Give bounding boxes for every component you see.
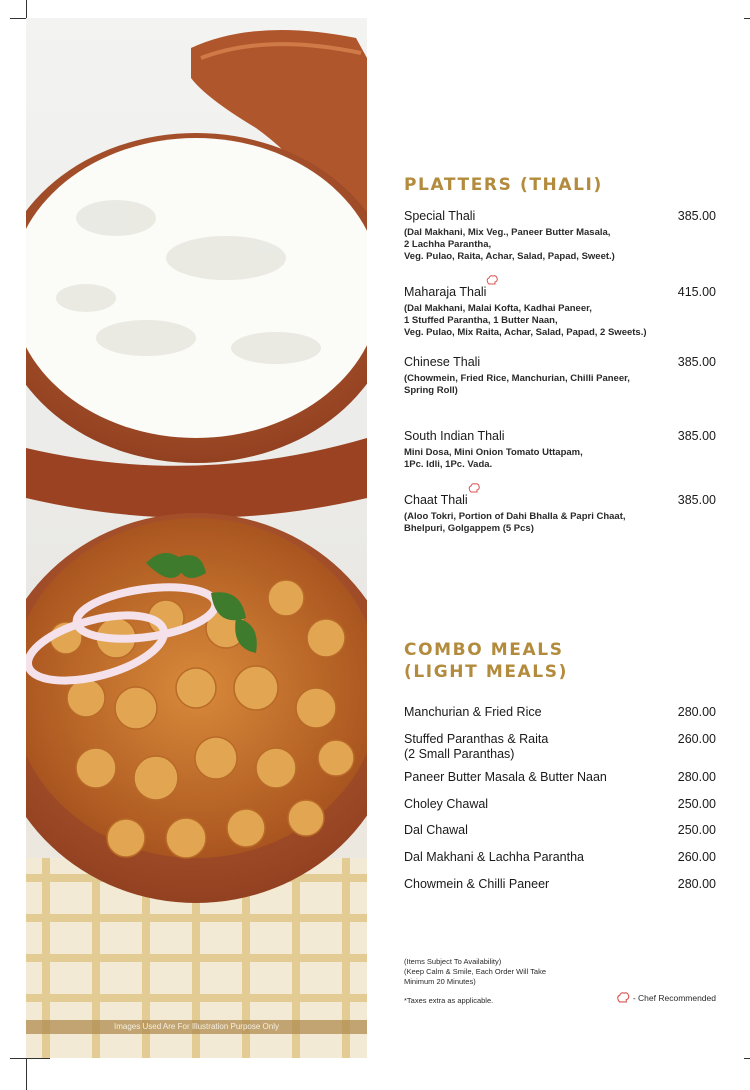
item-price: 280.00	[677, 770, 716, 784]
item-price: 260.00	[677, 850, 716, 864]
chef-hat-icon	[616, 992, 630, 1003]
crop-mark	[744, 1058, 750, 1059]
food-photo	[26, 18, 367, 1058]
item-price: 250.00	[677, 823, 716, 837]
combo-item	[404, 770, 716, 785]
item-name-text: Chaat Thali	[404, 493, 468, 507]
item-description: (Aloo Tokri, Portion of Dahi Bhalla & Papri Chaat, Bhelpuri, Golgappem (5 Pcs)	[404, 511, 626, 534]
section-title-combo	[404, 639, 568, 683]
crop-mark	[744, 18, 750, 19]
item-name: Special Thali	[404, 209, 476, 223]
taxes-note: *Taxes extra as applicable.	[404, 996, 494, 1005]
item-name: Choley Chawal	[404, 797, 489, 811]
item-name	[404, 493, 468, 507]
chef-recommended-legend	[616, 992, 716, 1003]
combo-item	[404, 705, 716, 720]
combo-item	[404, 823, 716, 838]
item-name: Chinese Thali	[404, 355, 481, 369]
item-price: 415.00	[677, 285, 716, 299]
item-description: (Dal Makhani, Malai Kofta, Kadhai Paneer, 1 Stuffed Parantha, 1 Butter Naan, Veg. Pulao, Mix Raita, Achar, Salad, Papad, 2 Sweets.)	[404, 303, 647, 338]
combo-item	[404, 797, 716, 812]
food-illustration	[26, 18, 367, 1058]
menu-item	[404, 285, 716, 339]
item-description: (Chowmein, Fried Rice, Manchurian, Chilli Paneer, Spring Roll)	[404, 373, 630, 396]
item-name: Stuffed Paranthas & Raita (2 Small Paranthas)	[404, 732, 549, 761]
item-price: 250.00	[677, 797, 716, 811]
item-name: Chowmein & Chilli Paneer	[404, 877, 550, 891]
item-name: Dal Makhani & Lachha Parantha	[404, 850, 584, 864]
item-price: 385.00	[677, 355, 716, 369]
menu-item	[404, 209, 716, 263]
availability-notes	[404, 957, 716, 987]
note-line: Minimum 20 Minutes)	[404, 977, 476, 986]
item-price: 385.00	[677, 429, 716, 443]
combo-item	[404, 877, 716, 892]
combo-item	[404, 850, 716, 865]
item-name-text: Maharaja Thali	[404, 285, 487, 299]
item-description: (Dal Makhani, Mix Veg., Paneer Butter Masala, 2 Lachha Parantha, Veg. Pulao, Raita, Achar, Salad, Papad, Sweet.)	[404, 227, 615, 262]
menu-item	[404, 355, 716, 397]
chef-hat-icon	[486, 275, 498, 285]
chef-legend-label: - Chef Recommended	[632, 992, 716, 1003]
section-title-line: COMBO MEALS	[404, 640, 564, 660]
item-price: 385.00	[677, 209, 716, 223]
menu-item	[404, 429, 716, 471]
menu-item	[404, 493, 716, 535]
section-title-platters: PLATTERS (THALI)	[404, 175, 603, 195]
item-name: South Indian Thali	[404, 429, 505, 443]
note-line: (Keep Calm & Smile, Each Order Will Take	[404, 967, 546, 976]
item-name	[404, 285, 486, 299]
item-price: 280.00	[677, 877, 716, 891]
item-price: 260.00	[677, 732, 716, 746]
note-line: (Items Subject To Availability)	[404, 957, 502, 966]
item-name: Manchurian & Fried Rice	[404, 705, 542, 719]
chef-hat-icon	[468, 483, 480, 493]
item-name: Dal Chawal	[404, 823, 468, 837]
illustration-caption: Images Used Are For Illustration Purpose Only	[26, 1020, 367, 1034]
combo-item	[404, 732, 716, 762]
item-name: Paneer Butter Masala & Butter Naan	[404, 770, 607, 784]
item-price: 280.00	[677, 705, 716, 719]
item-price: 385.00	[677, 493, 716, 507]
item-description: Mini Dosa, Mini Onion Tomato Uttapam, 1Pc. Idli, 1Pc. Vada.	[404, 447, 583, 470]
crop-mark	[10, 1058, 50, 1059]
section-title-line: (LIGHT MEALS)	[404, 662, 568, 682]
